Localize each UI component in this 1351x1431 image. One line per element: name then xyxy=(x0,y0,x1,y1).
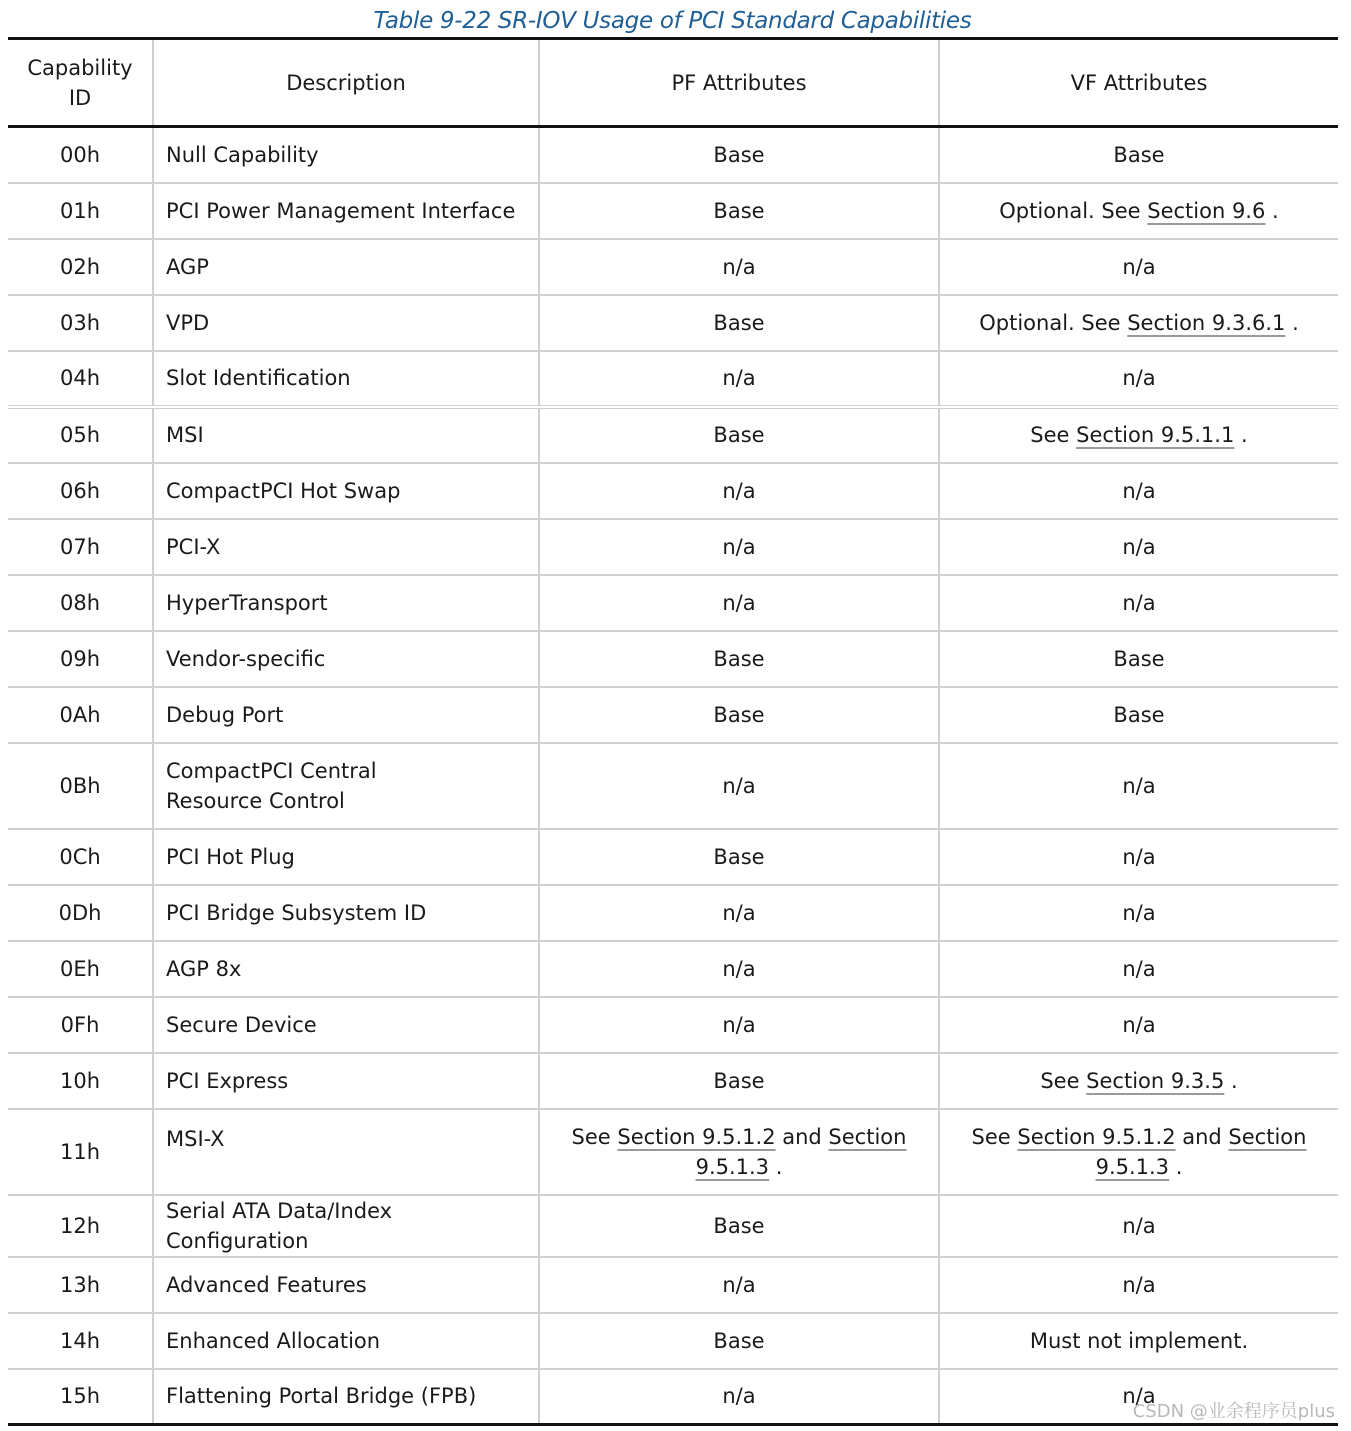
vf-attribute: Base xyxy=(939,631,1338,687)
capability-id: 11h xyxy=(8,1109,153,1195)
table-row xyxy=(8,829,1338,885)
section-link[interactable]: Section 9.5.1.3 xyxy=(695,1124,907,1179)
header-pf-attributes: PF Attributes xyxy=(539,39,939,127)
capability-id: 14h xyxy=(8,1313,153,1369)
capability-id: 07h xyxy=(8,519,153,575)
vf-text: . xyxy=(1285,310,1299,335)
vf-text: . xyxy=(1265,198,1279,223)
capability-id: 12h xyxy=(8,1195,153,1257)
capability-id: 0Fh xyxy=(8,997,153,1053)
table-row xyxy=(8,1195,1338,1257)
vf-attribute xyxy=(939,183,1338,239)
pf-attribute: Base xyxy=(539,183,939,239)
capability-description: CompactPCI Hot Swap xyxy=(153,463,539,519)
capability-description: Slot Identification xyxy=(153,351,539,407)
vf-attribute: n/a xyxy=(939,1369,1338,1425)
section-link[interactable]: Section 9.5.1.3 xyxy=(1095,1124,1307,1179)
pf-attribute: n/a xyxy=(539,743,939,829)
vf-text: See xyxy=(1030,423,1077,447)
vf-attribute xyxy=(939,1109,1338,1195)
table-header xyxy=(8,39,1338,127)
header-vf-attributes: VF Attributes xyxy=(939,39,1338,127)
pf-attribute: Base xyxy=(539,127,939,183)
vf-attribute: Base xyxy=(939,687,1338,743)
capability-description: Null Capability xyxy=(153,127,539,183)
capability-description: Serial ATA Data/Index Configuration xyxy=(153,1195,539,1257)
vf-attribute: Base xyxy=(939,127,1338,183)
table-row xyxy=(8,631,1338,687)
vf-text: . xyxy=(1234,423,1248,447)
pf-attribute: Base xyxy=(539,1195,939,1257)
table-row xyxy=(8,941,1338,997)
capability-description: Vendor-specific xyxy=(153,631,539,687)
capability-id: 00h xyxy=(8,127,153,183)
capability-description: Enhanced Allocation xyxy=(153,1313,539,1369)
capability-id: 08h xyxy=(8,575,153,631)
capability-description: PCI Hot Plug xyxy=(153,829,539,885)
watermark: CSDN @业余程序员plus xyxy=(1132,1401,1335,1422)
capability-description: Debug Port xyxy=(153,687,539,743)
pf-attribute: Base xyxy=(539,631,939,687)
vf-attribute: n/a xyxy=(939,743,1338,829)
table-row xyxy=(8,1313,1338,1369)
capability-description: AGP 8x xyxy=(153,941,539,997)
vf-text: See xyxy=(1040,1068,1087,1093)
capability-description: AGP xyxy=(153,239,539,295)
pf-attribute: Base xyxy=(539,407,939,463)
capability-description: HyperTransport xyxy=(153,575,539,631)
capability-id: 01h xyxy=(8,183,153,239)
table-row xyxy=(8,519,1338,575)
vf-attribute: Must not implement. xyxy=(939,1313,1338,1369)
table-row xyxy=(8,127,1338,183)
capability-description: Advanced Features xyxy=(153,1257,539,1313)
capability-id: 13h xyxy=(8,1257,153,1313)
capability-id: 15h xyxy=(8,1369,153,1425)
capability-description: PCI-X xyxy=(153,519,539,575)
vf-attribute: n/a xyxy=(939,1195,1338,1257)
table-row xyxy=(8,351,1338,407)
table-caption: Table 9-22 SR-IOV Usage of PCI Standard Capabilities xyxy=(373,8,972,34)
pf-attribute xyxy=(539,1109,939,1195)
capability-description: MSI xyxy=(153,407,539,463)
vf-attribute: n/a xyxy=(939,997,1338,1053)
section-link[interactable]: Section 9.3.5 xyxy=(1086,1068,1225,1093)
pf-attribute: Base xyxy=(539,1053,939,1109)
pf-attribute: Base xyxy=(539,1313,939,1369)
table-row xyxy=(8,183,1338,239)
table-row xyxy=(8,687,1338,743)
pf-text: and xyxy=(775,1124,829,1149)
capability-description: MSI-X xyxy=(153,1109,539,1195)
header-capability-id: Capability ID xyxy=(8,39,153,127)
table-row xyxy=(8,463,1338,519)
pf-attribute: n/a xyxy=(539,1257,939,1313)
capability-description: Secure Device xyxy=(153,997,539,1053)
capability-id: 05h xyxy=(8,407,153,463)
capability-id: 03h xyxy=(8,295,153,351)
header-description: Description xyxy=(153,39,539,127)
vf-attribute: n/a xyxy=(939,239,1338,295)
pf-attribute: n/a xyxy=(539,463,939,519)
pf-attribute: n/a xyxy=(539,997,939,1053)
capability-id: 0Ch xyxy=(8,829,153,885)
section-link[interactable]: Section 9.5.1.2 xyxy=(617,1124,776,1149)
vf-text: Optional. See xyxy=(999,198,1148,223)
capability-id: 06h xyxy=(8,463,153,519)
pf-text: See xyxy=(571,1124,618,1149)
vf-text: and xyxy=(1175,1124,1229,1149)
capability-description: CompactPCI Central Resource Control xyxy=(153,743,539,829)
capability-id: 0Eh xyxy=(8,941,153,997)
pf-attribute: n/a xyxy=(539,239,939,295)
vf-text: See xyxy=(971,1124,1018,1149)
vf-attribute xyxy=(939,295,1338,351)
pf-attribute: Base xyxy=(539,829,939,885)
vf-attribute: n/a xyxy=(939,519,1338,575)
pf-attribute: n/a xyxy=(539,885,939,941)
vf-attribute xyxy=(939,407,1338,463)
vf-attribute: n/a xyxy=(939,351,1338,407)
table-row xyxy=(8,239,1338,295)
vf-text: . xyxy=(1224,1068,1238,1093)
table-row xyxy=(8,885,1338,941)
section-link[interactable]: Section 9.5.1.1 xyxy=(1076,423,1235,447)
capability-id: 0Dh xyxy=(8,885,153,941)
capability-description: PCI Power Management Interface xyxy=(153,183,539,239)
section-link[interactable]: Section 9.6 xyxy=(1147,198,1266,223)
pf-attribute: Base xyxy=(539,687,939,743)
vf-attribute: n/a xyxy=(939,829,1338,885)
capability-description: Flattening Portal Bridge (FPB) xyxy=(153,1369,539,1425)
pf-attribute: Base xyxy=(539,295,939,351)
table-row xyxy=(8,1053,1338,1109)
table-row xyxy=(8,575,1338,631)
table-row xyxy=(8,1257,1338,1313)
vf-attribute: n/a xyxy=(939,463,1338,519)
capability-id: 09h xyxy=(8,631,153,687)
section-link[interactable]: Section 9.5.1.2 xyxy=(1017,1124,1176,1149)
capability-id: 04h xyxy=(8,351,153,407)
table-row xyxy=(8,997,1338,1053)
pf-attribute: n/a xyxy=(539,351,939,407)
table-row xyxy=(8,407,1338,463)
capability-id: 0Bh xyxy=(8,743,153,829)
vf-attribute: n/a xyxy=(939,941,1338,997)
capability-id: 0Ah xyxy=(8,687,153,743)
capability-id: 02h xyxy=(8,239,153,295)
table-row xyxy=(8,1109,1338,1195)
vf-attribute xyxy=(939,1053,1338,1109)
pf-attribute: n/a xyxy=(539,519,939,575)
vf-attribute: n/a xyxy=(939,1257,1338,1313)
table-row xyxy=(8,743,1338,829)
vf-attribute: n/a xyxy=(939,575,1338,631)
capability-description: PCI Bridge Subsystem ID xyxy=(153,885,539,941)
vf-attribute: n/a xyxy=(939,885,1338,941)
pf-text: . xyxy=(769,1154,783,1179)
vf-text: Optional. See xyxy=(979,310,1128,335)
section-link[interactable]: Section 9.3.6.1 xyxy=(1127,310,1286,335)
pf-attribute: n/a xyxy=(539,575,939,631)
table-row xyxy=(8,295,1338,351)
pf-attribute: n/a xyxy=(539,941,939,997)
capabilities-table xyxy=(8,37,1338,1426)
pf-attribute: n/a xyxy=(539,1369,939,1425)
vf-text: . xyxy=(1169,1154,1183,1179)
capability-id: 10h xyxy=(8,1053,153,1109)
capability-description: VPD xyxy=(153,295,539,351)
capability-description: PCI Express xyxy=(153,1053,539,1109)
